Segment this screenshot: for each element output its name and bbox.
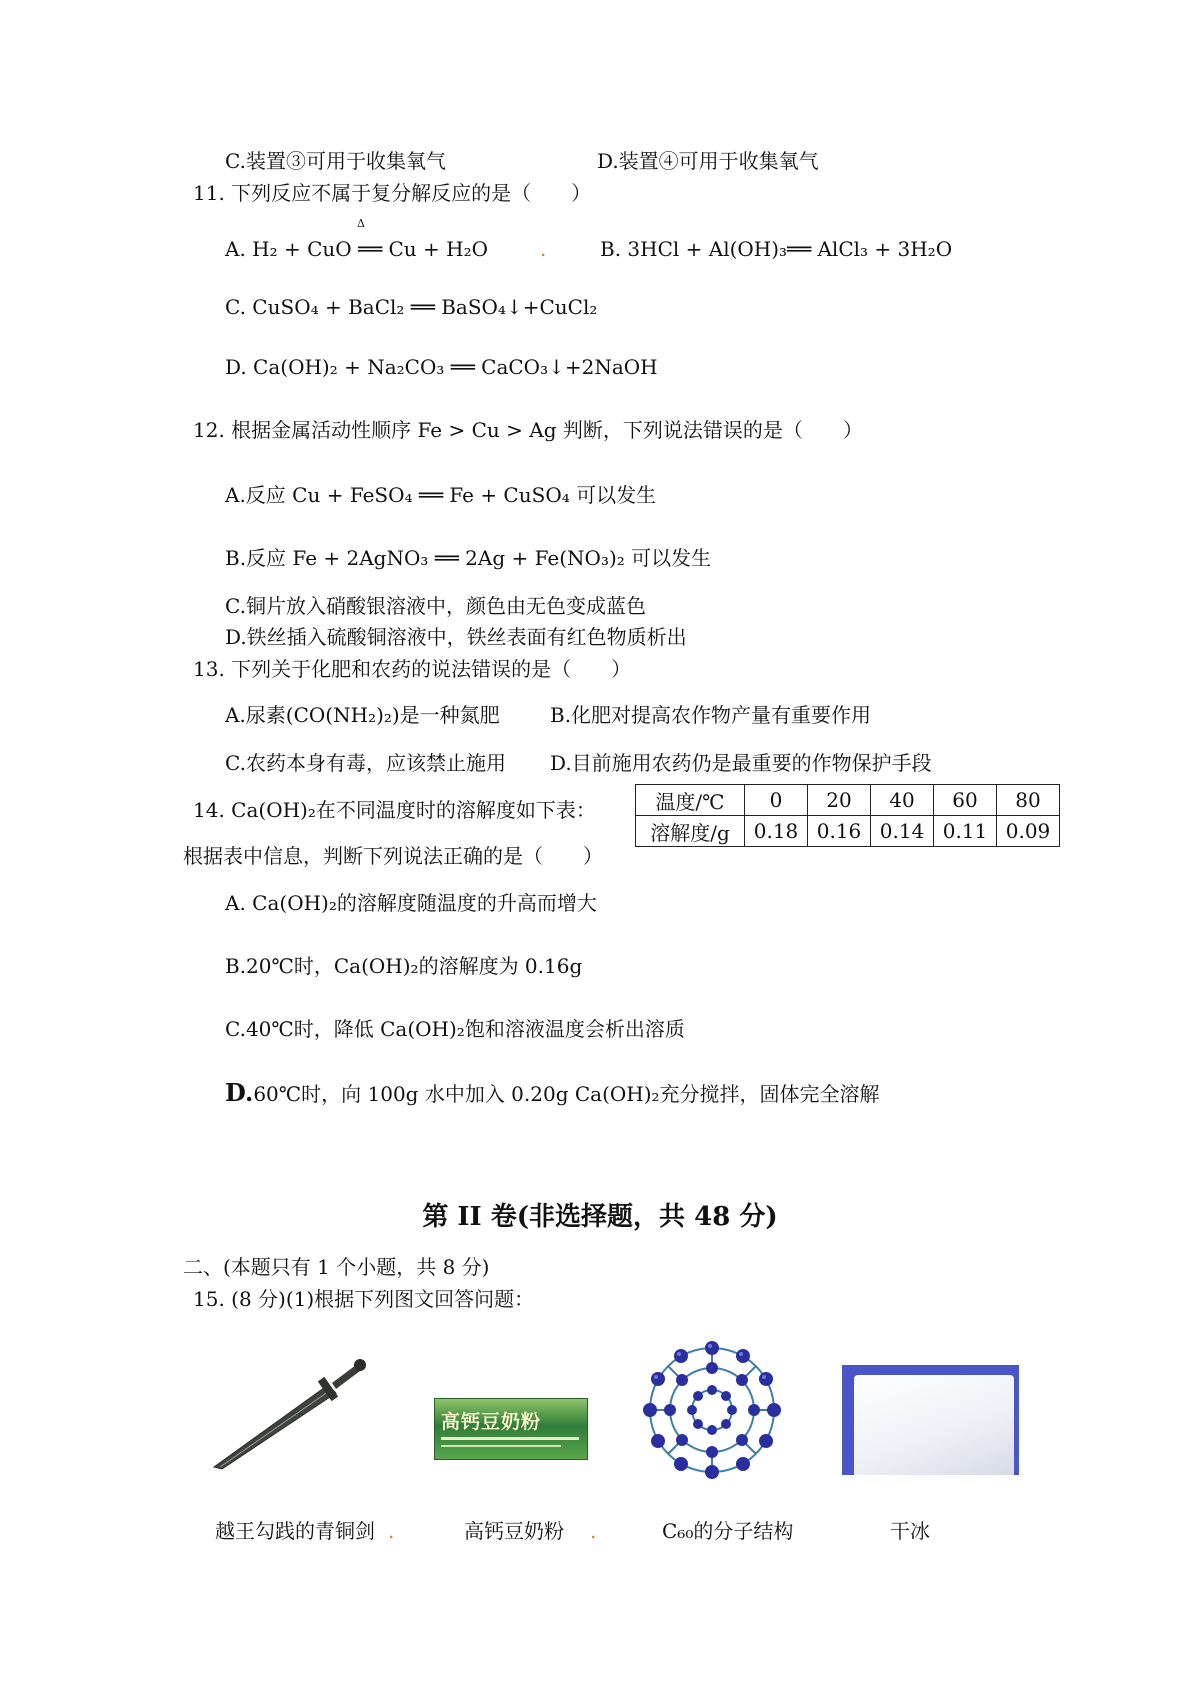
question-12-option-c: C.铜片放入硝酸银溶液中，颜色由无色变成蓝色	[225, 594, 646, 618]
c60-molecule-image	[637, 1335, 787, 1485]
question-12: 12. 根据金属活动性顺序 Fe > Cu > Ag 判断，下列说法错误的是（ ）	[193, 418, 863, 442]
question-14-option-d: 60℃时，向 100g 水中加入 0.20g Ca(OH)₂充分搅拌，固体完全溶解	[253, 1082, 880, 1106]
table-cell: 80	[997, 785, 1060, 816]
table-cell: 0.11	[934, 816, 997, 847]
table-cell: 溶解度/g	[636, 816, 745, 847]
question-11: 11. 下列反应不属于复分解反应的是（ ）	[193, 181, 592, 205]
question-13-option-a: A.尿素(CO(NH₂)₂)是一种氮肥	[225, 703, 500, 727]
question-14-option-a: A. Ca(OH)₂的溶解度随温度的升高而增大	[225, 891, 597, 915]
box-stripe	[441, 1437, 579, 1440]
table-row	[636, 816, 1060, 847]
table-cell: 0.09	[997, 816, 1060, 847]
question-13-option-d: D.目前施用农药仍是最重要的作物保护手段	[550, 751, 932, 775]
question-13: 13. 下列关于化肥和农药的说法错误的是（ ）	[193, 657, 632, 681]
option-c-line: C.装置③可用于收集氧气	[225, 149, 446, 173]
question-11-option-c: C. CuSO₄ + BaCl₂ ══ BaSO₄↓+CuCl₂	[225, 295, 598, 319]
table-cell: 0.14	[871, 816, 934, 847]
question-11-option-b: B. 3HCl + Al(OH)₃══ AlCl₃ + 3H₂O	[600, 237, 953, 261]
question-13-option-c: C.农药本身有毒，应该禁止施用	[225, 751, 506, 775]
dot-mark: .	[540, 237, 547, 261]
question-12-option-d: D.铁丝插入硫酸铜溶液中，铁丝表面有红色物质析出	[225, 625, 687, 649]
dry-ice-block	[854, 1375, 1014, 1475]
question-15: 15. (8 分)(1)根据下列图文回答问题：	[193, 1287, 535, 1311]
caption-bronze-sword: 越王勾践的青铜剑	[215, 1519, 375, 1543]
question-14-stem: 根据表中信息，判断下列说法正确的是（ ）	[183, 844, 603, 868]
question-14-option-b: B.20℃时，Ca(OH)₂的溶解度为 0.16g	[225, 954, 583, 978]
question-11-option-a: A. H₂ + CuO ══ Cu + H₂O	[225, 237, 488, 261]
question-14: 14. Ca(OH)₂在不同温度时的溶解度如下表：	[193, 798, 596, 822]
dot-mark: .	[388, 1519, 395, 1543]
caption-dry-ice: 干冰	[890, 1519, 930, 1543]
table-cell: 60	[934, 785, 997, 816]
table-cell: 40	[871, 785, 934, 816]
solubility-table	[635, 784, 1060, 847]
option-d-letter: D.	[225, 1078, 254, 1107]
table-row	[636, 785, 1060, 816]
bronze-sword-image	[210, 1355, 370, 1475]
table-cell: 20	[808, 785, 871, 816]
question-12-option-a: A.反应 Cu + FeSO₄ ══ Fe + CuSO₄ 可以发生	[225, 483, 657, 507]
box-stripe	[441, 1445, 561, 1447]
soy-milk-box-image	[434, 1398, 588, 1460]
question-13-option-b: B.化肥对提高农作物产量有重要作用	[550, 703, 872, 727]
delta-mark: Δ	[357, 217, 365, 230]
caption-c60: C₆₀的分子结构	[662, 1519, 794, 1543]
section-title: 第 II 卷(非选择题，共 48 分)	[422, 1202, 778, 1232]
box-label: 高钙豆奶粉	[441, 1411, 542, 1433]
caption-soy-milk: 高钙豆奶粉	[464, 1519, 564, 1543]
part-two-heading: 二、(本题只有 1 个小题，共 8 分)	[183, 1255, 490, 1279]
table-cell: 温度/℃	[636, 785, 745, 816]
question-11-option-d: D. Ca(OH)₂ + Na₂CO₃ ══ CaCO₃↓+2NaOH	[225, 355, 658, 379]
dry-ice-image	[842, 1365, 1019, 1475]
table-cell: 0.18	[745, 816, 808, 847]
table-cell: 0	[745, 785, 808, 816]
option-d-line: D.装置④可用于收集氧气	[597, 149, 819, 173]
dot-mark: .	[590, 1519, 597, 1543]
table-cell: 0.16	[808, 816, 871, 847]
question-14-option-c: C.40℃时，降低 Ca(OH)₂饱和溶液温度会析出溶质	[225, 1017, 685, 1041]
question-12-option-b: B.反应 Fe + 2AgNO₃ ══ 2Ag + Fe(NO₃)₂ 可以发生	[225, 546, 712, 570]
